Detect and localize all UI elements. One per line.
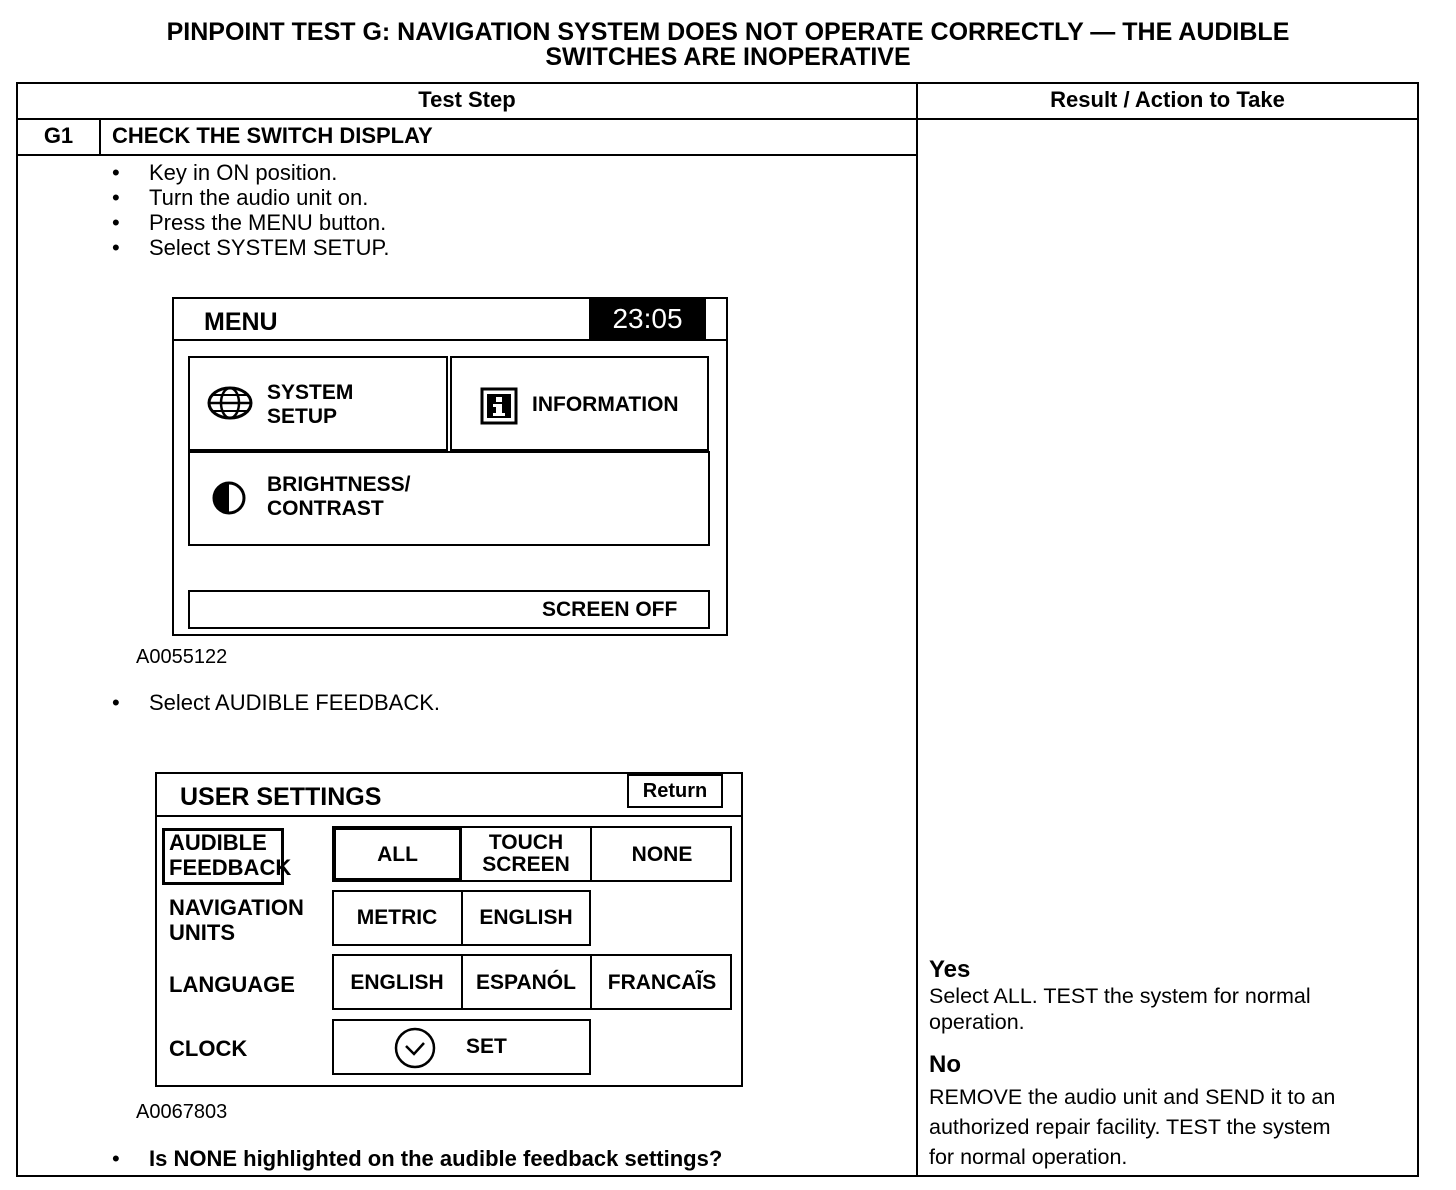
- header-test-step: Test Step: [418, 87, 516, 112]
- metric-option[interactable]: METRIC: [356, 906, 438, 929]
- page-title-line2: SWITCHES ARE INOPERATIVE: [545, 43, 911, 71]
- touch-label-2: SCREEN: [482, 853, 570, 876]
- brightness-label-1: BRIGHTNESS/: [267, 473, 411, 496]
- header-result: Result / Action to Take: [1050, 87, 1285, 112]
- menu-title: MENU: [204, 308, 278, 336]
- step-id: G1: [43, 123, 74, 148]
- screen-off-label: SCREEN OFF: [542, 598, 678, 621]
- system-setup-label-1: SYSTEM: [267, 381, 354, 404]
- step-key-on: Key in ON position.: [149, 160, 338, 185]
- user-settings-title: USER SETTINGS: [180, 783, 382, 811]
- no-label: No: [929, 1051, 961, 1078]
- nav-units-label-2: UNITS: [169, 920, 235, 945]
- no-action-3: for normal operation.: [929, 1145, 1128, 1169]
- page-title-line1: PINPOINT TEST G: NAVIGATION SYSTEM DOES NOT OPERATE CORRECTLY — THE AUDIBLE: [166, 18, 1290, 46]
- step-press-menu: Press the MENU button.: [149, 210, 387, 235]
- step-select-setup: Select SYSTEM SETUP.: [149, 235, 390, 260]
- francais-option[interactable]: FRANCAĨS: [607, 971, 717, 994]
- clock-label: CLOCK: [169, 1036, 248, 1061]
- return-label: Return: [642, 780, 708, 802]
- audible-label-1: AUDIBLE: [169, 830, 267, 855]
- yes-action-2: operation.: [929, 1010, 1025, 1034]
- question: Is NONE highlighted on the audible feedback settings?: [149, 1146, 723, 1171]
- step-title: CHECK THE SWITCH DISPLAY: [112, 123, 433, 148]
- all-label: ALL: [377, 843, 418, 866]
- brightness-label-2: CONTRAST: [267, 497, 384, 520]
- none-option[interactable]: NONE: [631, 843, 693, 866]
- menu-clock: 23:05: [589, 299, 706, 339]
- information-label: INFORMATION: [532, 393, 679, 416]
- no-action-1: REMOVE the audio unit and SEND it to an: [929, 1085, 1336, 1109]
- audible-label-2: FEEDBACK: [169, 855, 292, 880]
- nav-units-label-1: NAVIGATION: [169, 895, 304, 920]
- touch-label-1: TOUCH: [488, 831, 564, 854]
- no-action-2: authorized repair facility. TEST the system: [929, 1115, 1331, 1139]
- info-icon: [480, 387, 518, 425]
- yes-action-1: Select ALL. TEST the system for normal: [929, 984, 1311, 1008]
- clock-set-button[interactable]: [332, 1019, 591, 1075]
- step-audio-on: Turn the audio unit on.: [149, 185, 369, 210]
- globe-icon: [206, 385, 254, 421]
- step-select-audible: Select AUDIBLE FEEDBACK.: [149, 690, 440, 715]
- clock-icon: [393, 1026, 437, 1070]
- english-language-option[interactable]: ENGLISH: [350, 971, 444, 994]
- yes-label: Yes: [929, 956, 971, 983]
- figure-id-menu: A0055122: [136, 646, 228, 668]
- contrast-icon: [211, 480, 247, 516]
- system-setup-label-2: SETUP: [267, 405, 338, 428]
- figure-id-settings: A0067803: [136, 1101, 228, 1123]
- espanol-option[interactable]: ESPANÓL: [476, 971, 576, 994]
- set-label: SET: [466, 1035, 507, 1058]
- language-label: LANGUAGE: [169, 972, 295, 997]
- english-units-option[interactable]: ENGLISH: [479, 906, 573, 929]
